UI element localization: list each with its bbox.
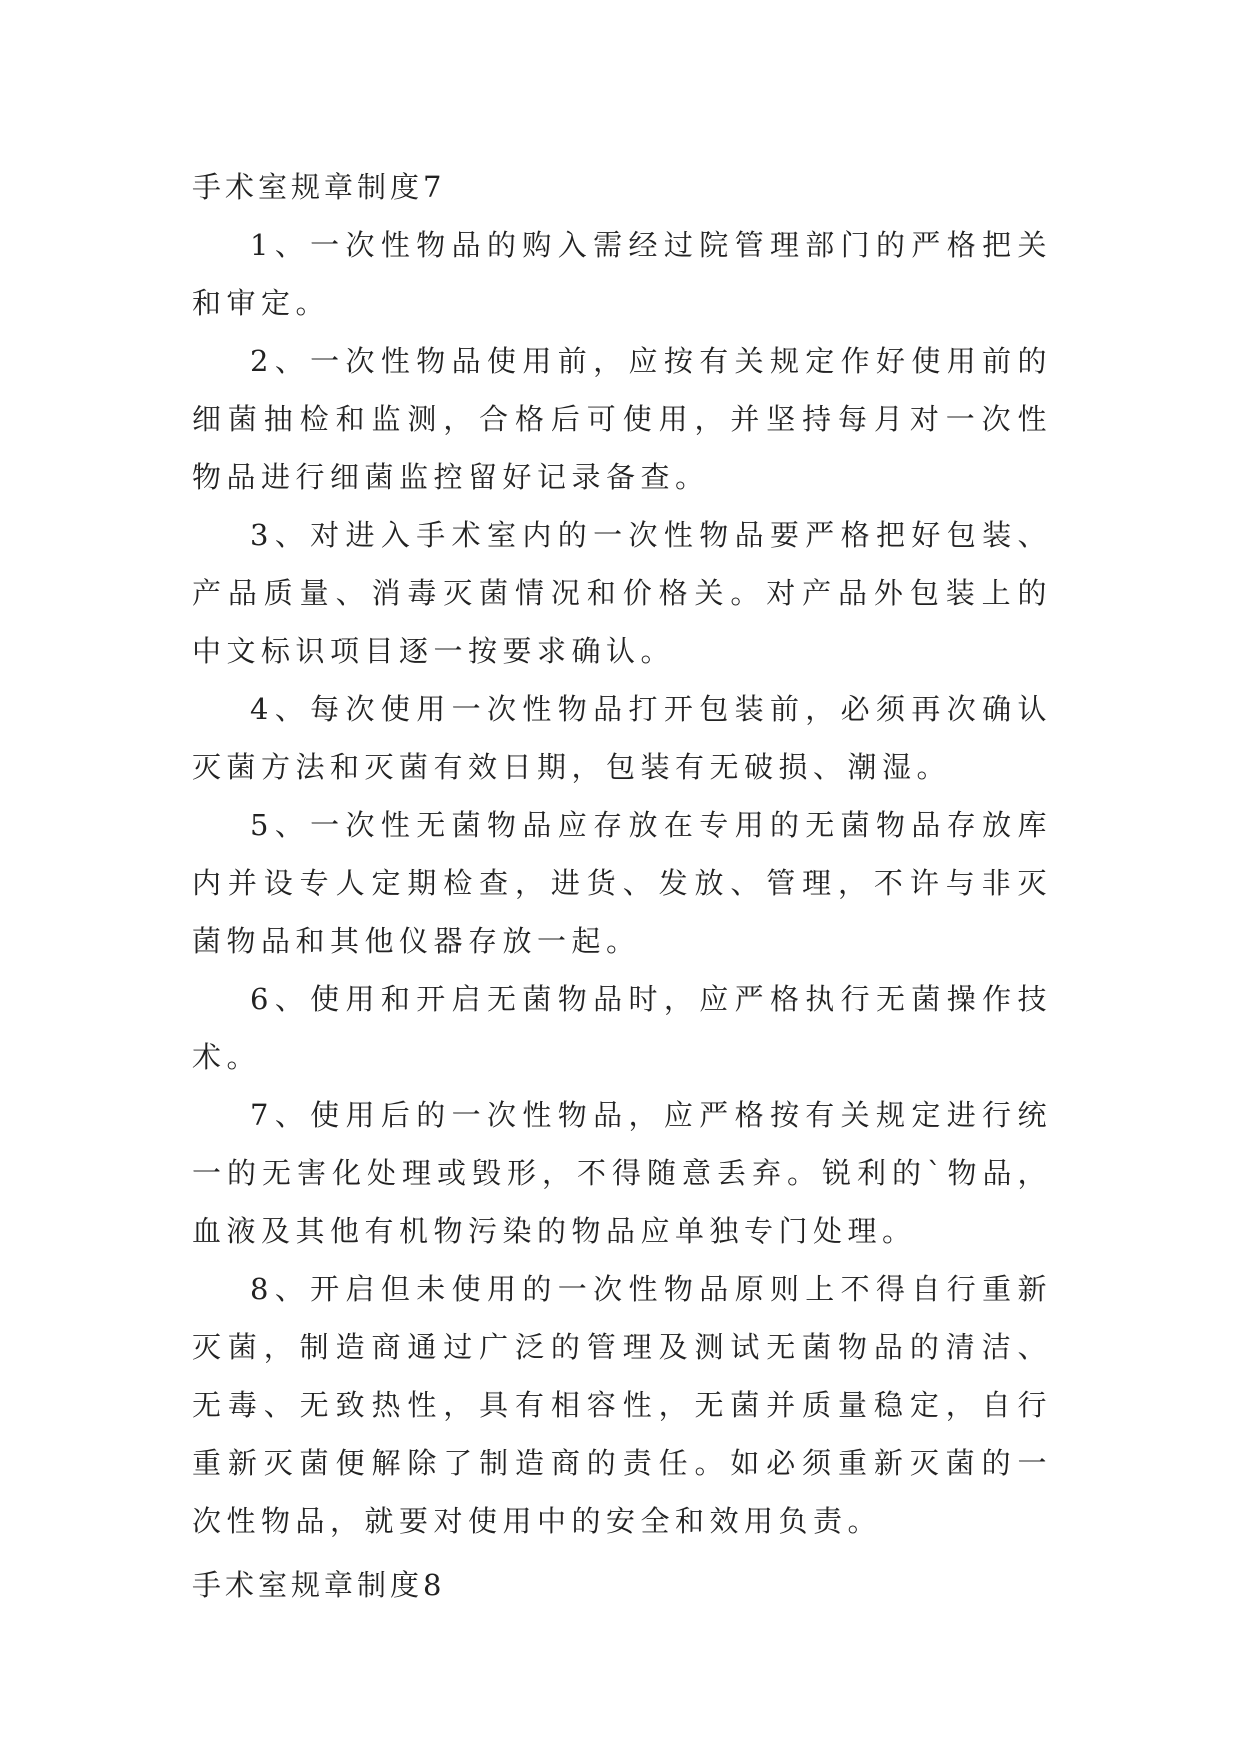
rule-item-8: 8、开启但未使用的一次性物品原则上不得自行重新灭菌，制造商通过广泛的管理及测试无菌物品的清洁、无毒、无致热性，具有相容性，无菌并质量稳定，自行重新灭菌便解除了制造商的责任。如必须重新灭菌的一次性物品，就要对使用中的安全和效用负责。: [192, 1272, 1052, 1538]
section-8-title: 手术室规章制度8: [192, 1568, 446, 1602]
rule-item-2: 2、一次性物品使用前，应按有关规定作好使用前的细菌抽检和监测，合格后可使用，并坚持每月对一次性物品进行细菌监控留好记录备查。: [192, 344, 1052, 494]
rule-item-7: 7、使用后的一次性物品，应严格按有关规定进行统一的无害化处理或毁形，不得随意丢弃。锐利的`物品，血液及其他有机物污染的物品应单独专门处理。: [192, 1098, 1052, 1248]
rule-item-1: 1、一次性物品的购入需经过院管理部门的严格把关和审定。: [192, 228, 1052, 320]
section-7-title: 手术室规章制度7: [192, 170, 446, 204]
rule-item-5: 5、一次性无菌物品应存放在专用的无菌物品存放库内并设专人定期检查，进货、发放、管理，不许与非灭菌物品和其他仪器存放一起。: [192, 808, 1052, 958]
rule-item-4: 4、每次使用一次性物品打开包装前，必须再次确认灭菌方法和灭菌有效日期，包装有无破损、潮湿。: [192, 692, 1052, 784]
rule-item-3: 3、对进入手术室内的一次性物品要严格把好包装、产品质量、消毒灭菌情况和价格关。对产品外包装上的中文标识项目逐一按要求确认。: [192, 518, 1052, 668]
document-body: [192, 158, 1052, 1614]
rule-item-6: 6、使用和开启无菌物品时，应严格执行无菌操作技术。: [192, 982, 1052, 1074]
